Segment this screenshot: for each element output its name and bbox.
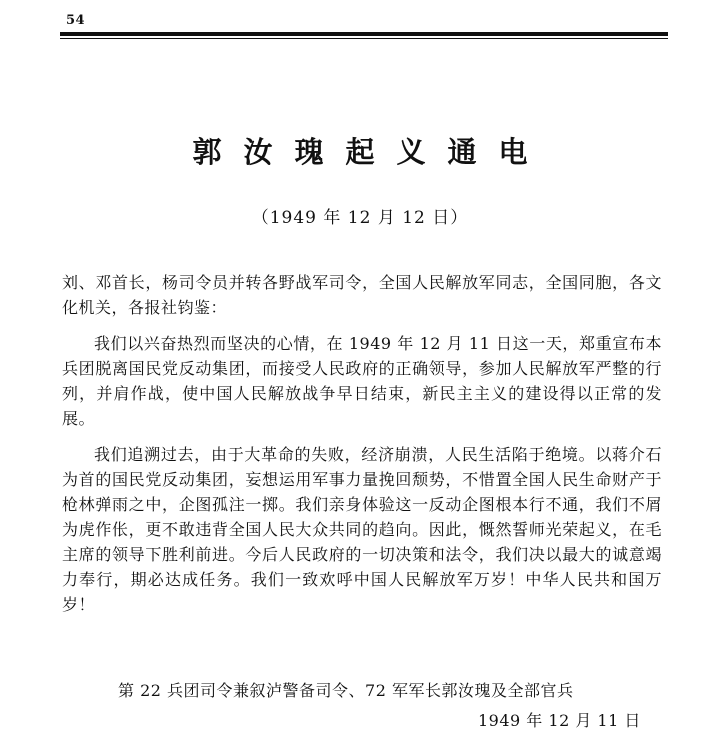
header-rule-thin — [60, 38, 668, 39]
document-date: （1949 年 12 月 12 日） — [251, 208, 469, 228]
document-title: 郭汝瑰起义通电 — [192, 135, 550, 169]
paragraph-2: 我们追溯过去，由于大革命的失败，经济崩溃，人民生活陷于绝境。以蒋介石为首的国民党反动集团，妄想运用军事力量挽回颓势，不惜置全国人民生命财产于枪林弹雨之中，企图孤注一掷。我们亲身体验这一反动企图根本行不通，我们不屑为虎作伥，更不敢违背全国人民大众共同的趋向。因此，慨然誓师光荣起义，在毛主席的领导下胜利前进。今后人民政府的一切决策和法令，我们决以最大的诚意竭力奉行，期必达成任务。我们一致欢呼中国人民解放军万岁！中华人民共和国万岁！ — [62, 445, 662, 614]
document-body — [62, 270, 662, 628]
signature-line: 第 22 兵团司令兼叙泸警备司令、72 军军长郭汝瑰及全部官兵 — [118, 681, 574, 700]
page-number: 54 — [66, 13, 86, 28]
paragraph-1: 我们以兴奋热烈而坚决的心情，在 1949 年 12 月 11 日这一天，郑重宣布本兵团脱离国民党反动集团，而接受人民政府的正确领导，参加人民解放军严整的行列，并肩作战，使中国人民解放战争早日结束，新民主主义的建设得以正常的发展。 — [62, 334, 662, 428]
signature-date: 1949 年 12 月 11 日 — [478, 711, 641, 730]
header-rule-thick — [60, 32, 668, 36]
salutation: 刘、邓首长，杨司令员并转各野战军司令，全国人民解放军同志，全国同胞，各文化机关，各报社钧鉴： — [62, 273, 662, 317]
